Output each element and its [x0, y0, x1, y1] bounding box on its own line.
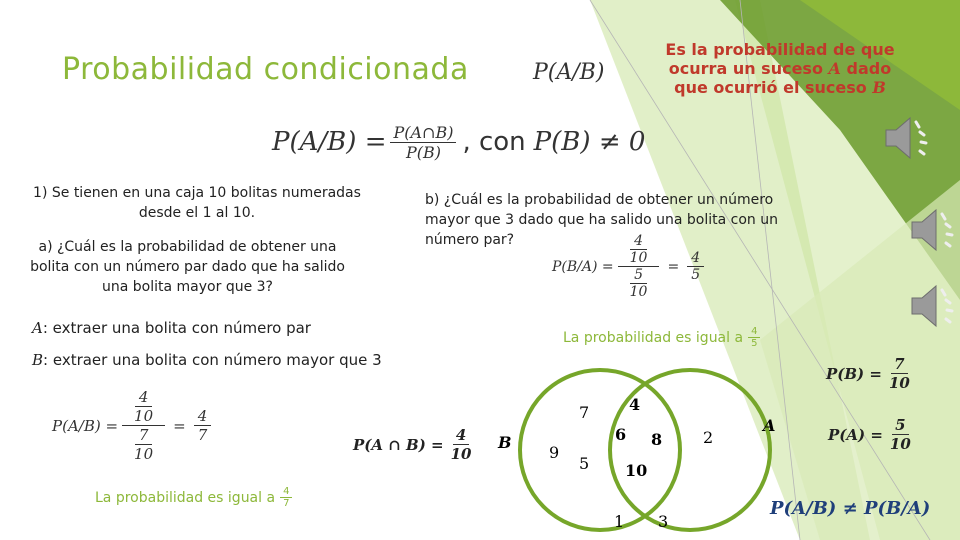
- event-b-symbol: B: [32, 351, 44, 369]
- calc-a-lower-den: 10: [134, 445, 154, 463]
- venn-intersection-10: 10: [625, 461, 648, 480]
- conditional-formula: [272, 112, 645, 172]
- result-a-den: 7: [283, 498, 290, 509]
- result-b: [563, 326, 764, 349]
- p-a: [828, 416, 918, 453]
- calc-a-result-num: 4: [194, 407, 212, 426]
- calc-a-complex-fraction: [122, 388, 165, 463]
- calc-a-upper: [122, 388, 165, 426]
- audio-speaker-icon[interactable]: [882, 114, 930, 162]
- p-b: [826, 355, 917, 392]
- p-intersection-lhs: P(A ∩ B) =: [353, 435, 444, 454]
- result-b-text: La probabilidad es igual a: [563, 329, 744, 346]
- calculation-a: [52, 388, 215, 463]
- formula-lhs: P(A/B) =: [272, 127, 387, 157]
- p-b-num: 7: [891, 355, 907, 374]
- definition-text: [655, 40, 905, 97]
- p-intersection-fraction: [448, 426, 475, 463]
- event-b-definition: [32, 351, 382, 369]
- calc-a-upper-frac: [130, 388, 157, 425]
- p-a-fraction: [887, 416, 914, 453]
- question-a: a) ¿Cuál es la probabilidad de obtener una bolita con un número par dado que ha salido una bolita mayor que 3?: [30, 239, 345, 295]
- p-a-den: 10: [889, 435, 911, 453]
- calc-a-equals: =: [173, 416, 186, 435]
- p-a-lhs: P(A) =: [828, 425, 883, 444]
- calc-b-lhs: P(B/A) =: [552, 258, 614, 275]
- audio-speaker-icon[interactable]: [908, 282, 956, 330]
- calculation-b: [552, 233, 708, 300]
- p-b-lhs: P(B) =: [826, 364, 882, 383]
- venn-intersection-4: 4: [629, 395, 641, 414]
- calc-b-equals: =: [667, 258, 680, 275]
- calc-a-lhs: P(A/B) =: [52, 416, 119, 435]
- venn-a-only-2: 2: [703, 428, 714, 447]
- result-b-fraction: [748, 326, 760, 349]
- calc-b-lower-den: 10: [629, 284, 648, 300]
- definition-line-1: Es la probabilidad de que: [665, 40, 895, 59]
- formula-numerator: P(A∩B): [390, 123, 456, 143]
- calc-b-upper-num: 4: [630, 233, 647, 250]
- venn-b-only-5: 5: [579, 454, 590, 473]
- formula-fraction: [390, 123, 456, 162]
- p-intersection-den: 10: [450, 445, 472, 463]
- definition-line-3-text: que ocurrió el suceso: [674, 78, 873, 97]
- calc-b-upper: [618, 233, 660, 267]
- calc-b-lower: [618, 267, 660, 300]
- venn-outside-3: 3: [658, 512, 669, 531]
- p-intersection: [353, 426, 478, 463]
- calc-b-lower-frac: [626, 267, 652, 300]
- event-a-symbol: A: [32, 319, 43, 337]
- calc-a-result-den: 7: [197, 426, 208, 444]
- calc-b-result-num: 4: [687, 250, 704, 267]
- result-a: [95, 486, 296, 509]
- venn-diagram: [495, 358, 795, 540]
- problem-statement: 1) Se tienen en una caja 10 bolitas numeradas desde el 1 al 10.: [33, 185, 361, 221]
- formula-denominator: P(B): [405, 142, 441, 162]
- calc-a-lower: [122, 426, 165, 463]
- calc-a-upper-den: 10: [134, 407, 154, 425]
- calc-b-result: [687, 250, 704, 283]
- definition-line-2-text: ocurra un suceso: [668, 59, 829, 78]
- formula-condition: P(B) ≠ 0: [533, 127, 646, 157]
- result-b-num: 4: [748, 326, 760, 338]
- venn-b-only-9: 9: [549, 443, 560, 462]
- calc-a-lower-frac: [130, 426, 157, 463]
- p-b-den: 10: [888, 374, 910, 392]
- venn-label-b: B: [498, 433, 512, 452]
- definition-line-2: [655, 59, 905, 78]
- question-b: b) ¿Cuál es la probabilidad de obtener un número mayor que 3 dado que ha salido una bolita con un número par?: [425, 192, 778, 248]
- p-intersection-num: 4: [453, 426, 469, 445]
- calc-b-lower-num: 5: [630, 267, 647, 284]
- audio-speaker-icon[interactable]: [908, 206, 956, 254]
- result-a-text: La probabilidad es igual a: [95, 489, 276, 506]
- p-a-num: 5: [892, 416, 908, 435]
- definition-line-2-end: dado: [840, 59, 892, 78]
- definition-event-a: A: [828, 59, 841, 78]
- inequality-statement: P(A/B) ≠ P(B/A): [770, 498, 931, 519]
- definition-event-b: B: [872, 78, 886, 97]
- notation-label: P(A/B): [533, 60, 605, 85]
- calc-a-upper-num: 4: [135, 388, 153, 407]
- calc-a-lower-num: 7: [135, 426, 153, 445]
- calc-b-result-den: 5: [691, 267, 701, 283]
- venn-circle-a: [610, 370, 770, 530]
- calc-b-complex-fraction: [618, 233, 660, 300]
- formula-condition-word: , con: [462, 127, 526, 157]
- venn-intersection-8: 8: [651, 430, 663, 449]
- venn-b-only-7: 7: [579, 403, 590, 422]
- result-a-fraction: [280, 486, 292, 509]
- result-b-den: 5: [751, 338, 758, 349]
- calc-b-upper-den: 10: [629, 250, 648, 266]
- definition-line-3: [655, 78, 905, 97]
- slide-title: Probabilidad condicionada: [62, 52, 469, 87]
- event-a-definition: [32, 319, 311, 337]
- calc-b-upper-frac: [626, 233, 652, 266]
- venn-circle-b: [520, 370, 680, 530]
- calc-a-result: [194, 407, 212, 444]
- venn-intersection-6: 6: [615, 425, 627, 444]
- event-b-text: : extraer una bolita con número mayor que 3: [43, 351, 382, 369]
- venn-label-a: A: [763, 416, 776, 435]
- venn-outside-1: 1: [614, 512, 625, 531]
- p-b-fraction: [886, 355, 913, 392]
- event-a-text: : extraer una bolita con número par: [42, 319, 311, 337]
- result-a-num: 4: [280, 486, 292, 498]
